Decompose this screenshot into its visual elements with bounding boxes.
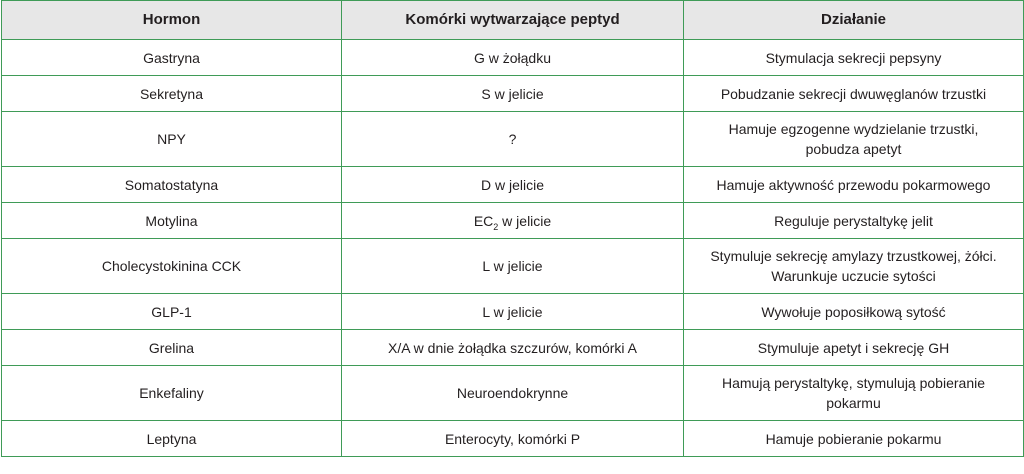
cell-hormone: Grelina — [2, 330, 342, 366]
cell-action: Stymuluje sekrecję amylazy trzustkowej, żółci. Warunkuje uczucie sytości — [684, 239, 1024, 294]
cell-action: Hamują perystaltykę, stymulują pobieranie pokarmu — [684, 366, 1024, 421]
cell-action: Stymulacja sekrecji pepsyny — [684, 40, 1024, 76]
table-row — [2, 40, 1024, 76]
cell-hormone: NPY — [2, 112, 342, 167]
cell-cells-rest: w jelicie — [498, 212, 552, 229]
cell-cells: Neuroendokrynne — [342, 366, 684, 421]
cell-hormone: Cholecystokinina CCK — [2, 239, 342, 294]
header-action: Działanie — [684, 1, 1024, 40]
cell-cells: L w jelicie — [342, 294, 684, 330]
table-row — [2, 112, 1024, 167]
cell-cells: L w jelicie — [342, 239, 684, 294]
cell-action: Wywołuje poposiłkową sytość — [684, 294, 1024, 330]
cell-cells-subscript: 2 — [493, 221, 499, 232]
cell-hormone: Sekretyna — [2, 76, 342, 112]
cell-action: Reguluje perystaltykę jelit — [684, 203, 1024, 239]
cell-cells: Enterocyty, komórki P — [342, 421, 684, 457]
cell-action: Hamuje aktywność przewodu pokarmowego — [684, 167, 1024, 203]
header-cells: Komórki wytwarzające peptyd — [342, 1, 684, 40]
table-row — [2, 167, 1024, 203]
cell-action: Stymuluje apetyt i sekrecję GH — [684, 330, 1024, 366]
cell-cells: D w jelicie — [342, 167, 684, 203]
cell-hormone: Gastryna — [2, 40, 342, 76]
table-row — [2, 330, 1024, 366]
table-row — [2, 76, 1024, 112]
cell-cells: X/A w dnie żołądka szczurów, komórki A — [342, 330, 684, 366]
table-row — [2, 421, 1024, 457]
table-row — [2, 239, 1024, 294]
header-hormone: Hormon — [2, 1, 342, 40]
hormone-table — [1, 0, 1024, 457]
cell-hormone: GLP-1 — [2, 294, 342, 330]
cell-hormone: Leptyna — [2, 421, 342, 457]
cell-action: Pobudzanie sekrecji dwuwęglanów trzustki — [684, 76, 1024, 112]
cell-cells: G w żołądku — [342, 40, 684, 76]
table-row — [2, 294, 1024, 330]
table-header-row — [2, 1, 1024, 40]
cell-action: Hamuje pobieranie pokarmu — [684, 421, 1024, 457]
cell-cells — [342, 203, 684, 239]
table-row — [2, 366, 1024, 421]
cell-action: Hamuje egzogenne wydzielanie trzustki, pobudza apetyt — [684, 112, 1024, 167]
cell-hormone: Motylina — [2, 203, 342, 239]
cell-cells-main: EC — [473, 212, 494, 229]
table-row — [2, 203, 1024, 239]
cell-hormone: Somatostatyna — [2, 167, 342, 203]
cell-hormone: Enkefaliny — [2, 366, 342, 421]
cell-cells: ? — [342, 112, 684, 167]
cell-cells: S w jelicie — [342, 76, 684, 112]
